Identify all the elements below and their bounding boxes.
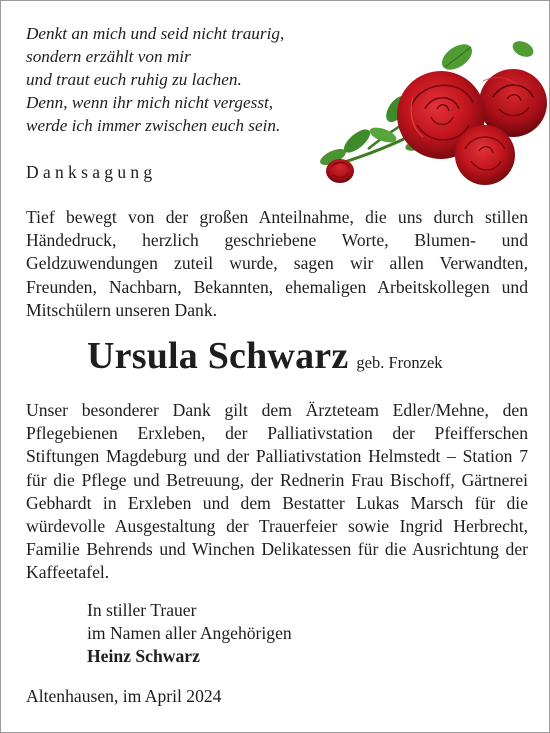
special-thanks-paragraph: Unser besonderer Dank gilt dem Ärzteteam Edler/Mehne, den Pflegebienen Erxleben, der Palliativstation der Pfeifferschen Stiftungen Magdeburg und der Palliativstation Helmstedt – Station 7 für die Pflege und Betreuung, der Rednerin Frau Bischoff, Gärtnerei Gebhardt in Erxleben und dem Bestatter Lukas Marsch für die würdevolle Ausgestaltung der Trauerfeier sowie Ingrid Herbrecht, Familie Behrends und Winchen Delikatessen für die Ausrichtung der Kaffeetafel.: [26, 400, 528, 583]
closing-line: In stiller Trauer: [87, 600, 197, 620]
closing-line: im Namen aller Angehörigen: [87, 623, 292, 644]
birth-name: geb. Fronzek: [356, 353, 443, 372]
poem-line: und traut euch ruhig zu lachen.: [26, 70, 242, 89]
red-roses-illustration: [313, 37, 549, 195]
poem-line: sondern erzählt von mir: [26, 47, 191, 66]
poem-line: Denkt an mich und seid nicht traurig,: [26, 24, 285, 43]
memorial-poem: [26, 22, 356, 137]
deceased-name: Ursula Schwarz: [87, 335, 349, 377]
signer-name: Heinz Schwarz: [87, 646, 200, 667]
heading-danksagung: Danksagung: [26, 162, 157, 182]
poem-line: Denn, wenn ihr mich nicht vergesst,: [26, 93, 274, 112]
deceased-name-line: [87, 334, 443, 378]
place-and-date: Altenhausen, im April 2024: [26, 686, 222, 706]
poem-line: werde ich immer zwischen euch sein.: [26, 116, 281, 135]
closing-signature: [87, 599, 292, 669]
gratitude-paragraph: Tief bewegt von der großen Anteilnahme, die uns durch stillen Händedruck, herzlich geschriebene Worte, Blumen- und Geldzuwendungen zuteil wurde, sagen wir allen Verwandten, Freunden, Nachbarn, Bekannten, ehemaligen Arbeitskollegen und Mitschülern unseren Dank.: [26, 207, 528, 320]
